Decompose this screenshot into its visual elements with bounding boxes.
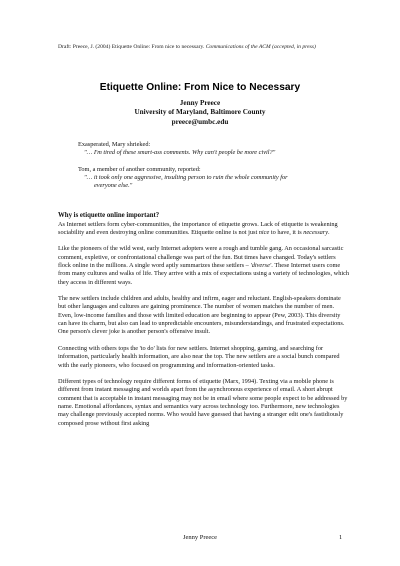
author-affiliation: University of Maryland, Baltimore County: [134, 108, 266, 117]
paragraph-1: As Internet settlers form cyber-communities, the importance of etiquette grows. Lack of etiquette is weakening sociability and even destroying online communities. Etiquette online is not just nice to have, it is necessary.: [58, 220, 338, 236]
author-block: [0, 99, 400, 127]
quote-tom-line2: everyone else.": [94, 182, 133, 190]
paragraph-4: Connecting with others tops the 'to do' lists for new settlers. Internet shopping, gaming, and searching for information, particularly health information, are also near the top. The new settlers are a social bunch compared with the early pioneers, who focused on programming and information-oriented tasks.: [58, 344, 340, 369]
quote-mary: "… I'm tired of these smart-ass comments. Why can't people be more civil?": [84, 149, 276, 157]
quote-tom: [78, 174, 348, 191]
draft-citation-header: [58, 44, 358, 51]
author-name: Jenny Preece: [179, 99, 221, 107]
author-email: preece@umbc.edu: [171, 117, 229, 126]
paragraph-2: Like the pioneers of the wild west, early Internet adopters were a rough and tumble gang. An occasional sarcastic comment, expletive, or confrontational challenge was part of the fun. But times have changed. Today's settlers flock online in the millions. A single word aptly summarizes these settlers – 'diverse'. These Internet users come from many cultures and walks of life. They arrive with a mix of expectations using a variety of technologies, which they access in different ways.: [58, 245, 350, 286]
citation-text: Draft: Preece, J. (2004) Etiquette Online: From nice to necessary.: [58, 44, 205, 50]
paper-title: Etiquette Online: From Nice to Necessary: [99, 82, 301, 93]
opening-quotes: [78, 141, 348, 191]
footer-author: Jenny Preece: [182, 534, 218, 541]
journal-name: Communications of the ACM (accepted, in press): [205, 44, 316, 50]
paragraph-5: Different types of technology require different forms of etiquette (Marx, 1994). Texting via a mobile phone is different from instant messaging and worlds apart from the asynchronous experience of email. A short abrupt comment that is acceptable in instant messaging may not be in email where some people expect to be addressed by name. Emotional affordances, syntax and semantics vary across technology too. Furthermore, new technologies may challenge previously accepted norms. Who would have guessed that having a stranger edit one's fastidiously composed prose without first asking: [58, 378, 348, 427]
quote-intro-tom: Tom, a member of another community, reported:: [78, 165, 201, 173]
quote-intro-mary: Exasperated, Mary shrieked:: [78, 141, 151, 148]
main-body: [58, 212, 350, 436]
paragraph-3: The new settlers include children and adults, healthy and infirm, eager and reluctant. English-speakers dominate but other languages and cultures are gaining prominence. The number of women matches the number of men. Even, low-income families and those with limited education are beginning to appear (Pew, 2003). This diversity can have its charm, but also can lead to unpredictable encounters, misunderstandings, and frustrated expectations. One person's clever joke is another person's offensive insult.: [58, 295, 345, 336]
section-heading: Why is etiquette online important?: [58, 212, 160, 219]
page-number: 1: [339, 534, 343, 541]
quote-tom-line1: "… it took only one aggressive, insulting person to ruin the whole community for: [84, 174, 288, 182]
